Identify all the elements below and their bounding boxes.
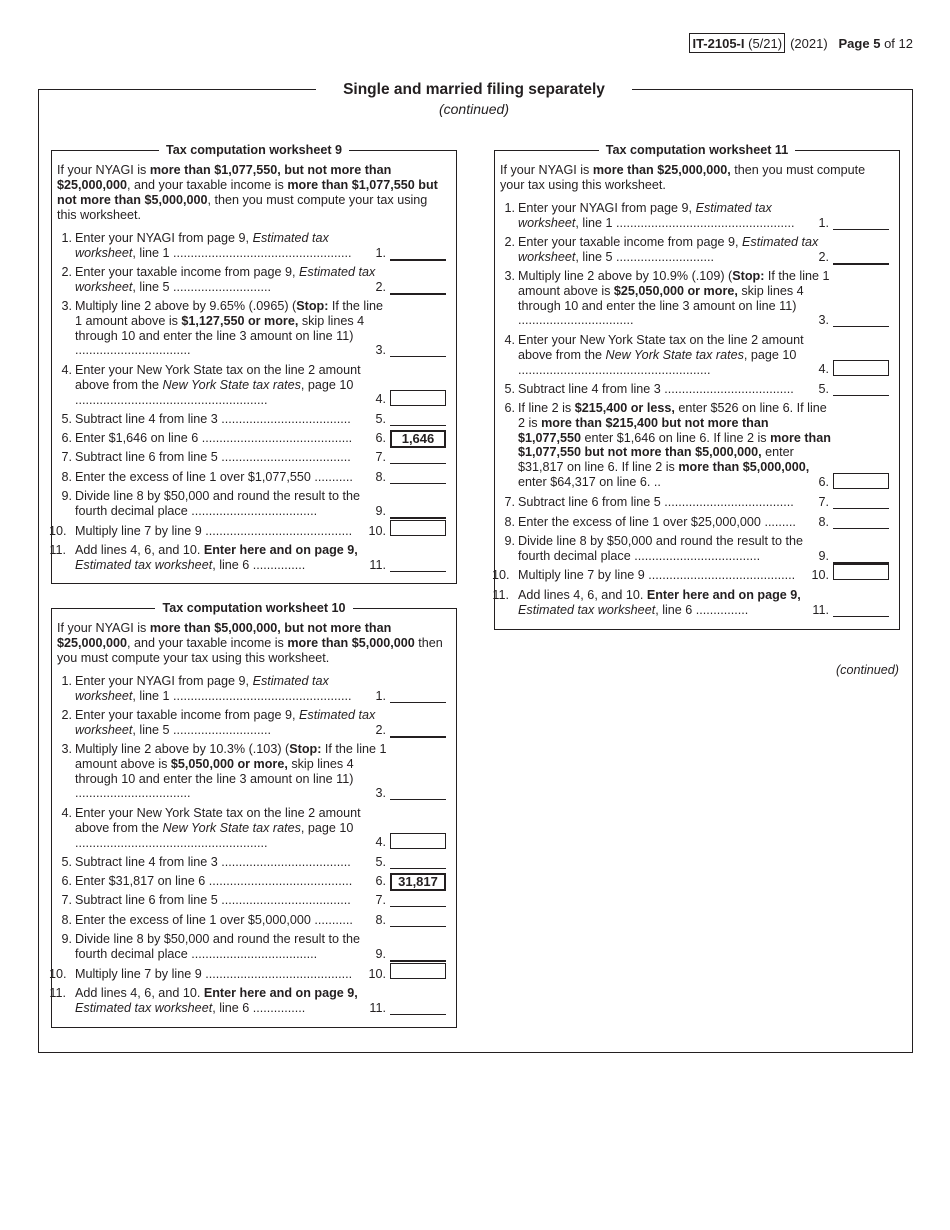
line-number: 9. xyxy=(61,489,72,503)
line-number: 5. xyxy=(61,855,72,869)
line-4-entry[interactable] xyxy=(833,360,889,376)
italic-text: Estimated tax worksheet xyxy=(518,201,772,230)
line-number: 6. xyxy=(61,431,72,445)
text-run: Enter the excess of line 1 over $25,000,000 ......... xyxy=(518,515,796,529)
line-text xyxy=(75,855,389,870)
line-text xyxy=(75,543,389,573)
line-6-value: 31,817 xyxy=(390,873,446,891)
text-run: Multiply line 7 by line 9 .......................................... xyxy=(75,524,353,538)
line-label: 4. xyxy=(375,835,386,849)
line-number: 7. xyxy=(61,450,72,464)
line-text xyxy=(75,412,389,427)
line-1-entry[interactable] xyxy=(390,259,446,261)
text-run: Add lines 4, 6, and 10. xyxy=(518,588,647,602)
line-label: 8. xyxy=(375,913,386,927)
text-run: , and your taxable income is xyxy=(127,178,288,192)
line-label: 4. xyxy=(818,362,829,376)
line-3-entry[interactable] xyxy=(390,356,446,357)
line-label: 3. xyxy=(818,313,829,327)
bold-text: more than $1,077,550, but not more than $25,000,000 xyxy=(57,163,392,192)
text-run: Enter the excess of line 1 over $5,000,000 ........... xyxy=(75,913,353,927)
line-7-entry[interactable] xyxy=(390,906,446,907)
line-label: 2. xyxy=(375,280,386,294)
line-text xyxy=(75,231,389,261)
line-4-entry[interactable] xyxy=(390,833,446,849)
line-text xyxy=(75,806,389,850)
line-text xyxy=(75,431,389,446)
italic-text: Estimated tax worksheet xyxy=(75,708,376,737)
line-3-entry[interactable] xyxy=(833,326,889,327)
text-run: If line 2 is xyxy=(518,401,575,415)
text-run: enter $31,817 on line 6. If line 2 is xyxy=(518,445,794,475)
line-number: 4. xyxy=(61,806,72,820)
text-run: Add lines 4, 6, and 10. xyxy=(75,986,204,1000)
bold-text: more than $5,000,000, but not more than $25,000,000 xyxy=(57,621,392,650)
text-run: Add lines 4, 6, and 10. xyxy=(75,543,204,557)
line-number: 9. xyxy=(504,534,515,548)
text-run: , line 1 ................................................... xyxy=(132,688,352,703)
line-number: 10. xyxy=(49,967,67,981)
form-id: IT-2105-I xyxy=(692,36,745,51)
line-2-entry[interactable] xyxy=(390,736,446,738)
line-text xyxy=(75,893,389,908)
section-heading xyxy=(316,80,632,118)
line-5-entry[interactable] xyxy=(390,868,446,869)
bold-text: more than $25,000,000, xyxy=(592,163,731,177)
line-number: 10. xyxy=(49,524,67,538)
line-text xyxy=(518,235,832,265)
line-text xyxy=(518,515,832,530)
line-label: 8. xyxy=(818,515,829,529)
text-run: then you must compute your tax using this worksheet. xyxy=(57,636,443,665)
bold-text: Stop: xyxy=(732,269,765,283)
text-run: Enter your NYAGI from page 9, xyxy=(518,201,696,215)
line-label: 3. xyxy=(375,343,386,357)
line-number: 8. xyxy=(504,515,515,529)
section-title: Single and married filing separately xyxy=(343,81,605,98)
text-run: skip lines 4 through 10 and enter the line 3 amount on line 11) ................................. xyxy=(75,313,365,358)
line-text xyxy=(75,265,389,295)
line-number: 11. xyxy=(49,986,66,1000)
line-number: 11. xyxy=(492,588,509,602)
text-run: If your NYAGI is xyxy=(57,163,150,177)
line-label: 4. xyxy=(375,392,386,406)
text-run: , page 10 ....................................................... xyxy=(75,377,354,407)
text-run: skip lines 4 through 10 and enter the line 3 amount on line 11) ................................. xyxy=(518,283,804,328)
text-run: enter $526 on line 6. If line 2 is xyxy=(518,401,827,430)
text-run: , line 6 ............... xyxy=(212,1000,306,1015)
line-number: 1. xyxy=(61,231,72,245)
line-10-entry[interactable] xyxy=(390,520,446,536)
worksheet-10 xyxy=(49,601,457,1028)
worksheet-10-title: Tax computation worksheet 10 xyxy=(155,601,352,615)
text-run: Multiply line 7 by line 9 .......................................... xyxy=(75,967,353,981)
line-label: 5. xyxy=(375,412,386,426)
bold-text: more than $215,400 but not more than $1,077,550 xyxy=(518,415,769,445)
bold-text: more than $1,077,550 but not more than $5,000,000 xyxy=(57,178,438,207)
line-6-value: 1,646 xyxy=(390,430,446,448)
line-label: 1. xyxy=(375,689,386,703)
line-number: 9. xyxy=(61,932,72,946)
line-text xyxy=(75,986,389,1016)
line-text xyxy=(75,742,389,801)
text-run: Multiply line 2 above by 10.3% (.103) ( xyxy=(75,742,290,756)
line-8-entry[interactable] xyxy=(833,528,889,529)
line-10-entry[interactable] xyxy=(833,564,889,580)
text-run: , line 5 ............................ xyxy=(132,722,271,737)
line-number: 6. xyxy=(504,401,515,415)
line-2-entry[interactable] xyxy=(833,263,889,265)
text-run: , page 10 ....................................................... xyxy=(518,347,797,377)
line-number: 1. xyxy=(61,674,72,688)
line-7-entry[interactable] xyxy=(390,463,446,464)
line-5-entry[interactable] xyxy=(833,395,889,396)
line-7-entry[interactable] xyxy=(833,508,889,509)
line-1-entry[interactable] xyxy=(390,702,446,703)
text-run: , line 1 ................................................... xyxy=(132,245,352,260)
text-run: skip lines 4 through 10 and enter the line 3 amount on line 11) ................................. xyxy=(75,756,354,801)
text-run: , and your taxable income is xyxy=(127,636,288,650)
line-text xyxy=(75,874,389,889)
line-text xyxy=(518,568,832,583)
bold-text: Enter here and on page 9, xyxy=(203,986,358,1000)
text-run: Subtract line 4 from line 3 ..................................... xyxy=(75,412,351,426)
line-11-entry[interactable] xyxy=(390,1014,446,1015)
line-label: 10. xyxy=(368,524,386,538)
line-number: 3. xyxy=(61,742,72,756)
text-run: Subtract line 6 from line 5 ..................................... xyxy=(75,450,351,464)
continued-note: (continued) xyxy=(835,663,899,677)
line-8-entry[interactable] xyxy=(390,926,446,927)
line-9-entry[interactable] xyxy=(390,517,446,519)
text-run: If the line 1 amount above is xyxy=(75,742,387,771)
line-text xyxy=(518,588,832,618)
line-number: 7. xyxy=(504,495,515,509)
line-label: 9. xyxy=(375,947,386,961)
line-text xyxy=(518,534,832,564)
line-text xyxy=(75,913,389,928)
line-text xyxy=(75,708,389,738)
line-number: 8. xyxy=(61,913,72,927)
worksheet-9-title: Tax computation worksheet 9 xyxy=(159,143,349,157)
line-2-entry[interactable] xyxy=(390,293,446,295)
line-text xyxy=(75,470,389,485)
worksheet-10-intro xyxy=(57,621,448,666)
italic-text: Estimated tax worksheet xyxy=(518,235,819,264)
line-label: 10. xyxy=(811,568,829,582)
italic-text: Estimated tax worksheet xyxy=(75,557,213,572)
text-run: Enter the excess of line 1 over $1,077,550 ........... xyxy=(75,470,353,484)
bold-text: more than $5,000,000 xyxy=(287,636,415,650)
worksheet-11 xyxy=(492,143,900,630)
worksheet-9 xyxy=(49,143,457,584)
line-text xyxy=(518,333,832,377)
line-number: 8. xyxy=(61,470,72,484)
line-label: 7. xyxy=(818,495,829,509)
line-text xyxy=(518,401,832,490)
line-label: 2. xyxy=(375,723,386,737)
bold-text: $1,127,550 or more, xyxy=(181,313,299,328)
text-run: , line 6 ............... xyxy=(212,557,306,572)
text-run: Enter your New York State tax on the line 2 amount above from the xyxy=(518,333,804,362)
page-header xyxy=(689,33,913,53)
line-number: 1. xyxy=(504,201,515,215)
text-run: , line 6 ............... xyxy=(655,602,749,617)
bold-text: $5,050,000 or more, xyxy=(170,756,288,771)
line-number: 3. xyxy=(504,269,515,283)
line-label: 5. xyxy=(818,382,829,396)
line-6-entry[interactable] xyxy=(833,473,889,489)
line-label: 1. xyxy=(375,246,386,260)
italic-text: Estimated tax worksheet xyxy=(75,674,329,703)
bold-text: more than $5,000,000, xyxy=(678,460,810,475)
text-run: Subtract line 6 from line 5 ..................................... xyxy=(518,495,794,509)
line-number: 5. xyxy=(61,412,72,426)
bold-text: $215,400 or less, xyxy=(574,401,675,415)
text-run: Divide line 8 by $50,000 and round the result to the fourth decimal place .................................... xyxy=(518,534,803,563)
text-run: Enter your taxable income from page 9, xyxy=(75,708,300,722)
line-text xyxy=(75,363,389,407)
line-label: 5. xyxy=(375,855,386,869)
line-label: 11. xyxy=(369,558,386,572)
line-label: 3. xyxy=(375,786,386,800)
line-number: 4. xyxy=(504,333,515,347)
line-5-entry[interactable] xyxy=(390,425,446,426)
text-run: Multiply line 2 above by 10.9% (.109) ( xyxy=(518,269,733,283)
tax-year: (2021) xyxy=(790,35,828,51)
line-text xyxy=(518,201,832,231)
italic-text: New York State tax rates xyxy=(605,347,744,362)
text-run: Subtract line 6 from line 5 ..................................... xyxy=(75,893,351,907)
text-run: Enter your New York State tax on the line 2 amount above from the xyxy=(75,806,361,835)
line-number: 11. xyxy=(49,543,66,557)
text-run: Enter your taxable income from page 9, xyxy=(75,265,300,279)
line-label: 11. xyxy=(369,1001,386,1015)
text-run: Enter your NYAGI from page 9, xyxy=(75,674,253,688)
line-label: 8. xyxy=(375,470,386,484)
line-11-entry[interactable] xyxy=(390,571,446,572)
italic-text: Estimated tax worksheet xyxy=(75,1000,213,1015)
page-word: Page xyxy=(838,35,870,51)
line-number: 5. xyxy=(504,382,515,396)
page-number: 5 xyxy=(873,35,881,51)
text-run: Enter $31,817 on line 6 ......................................... xyxy=(75,874,353,888)
page-total: of 12 xyxy=(884,35,913,51)
worksheet-11-title: Tax computation worksheet 11 xyxy=(599,143,795,157)
text-run: , line 1 ................................................... xyxy=(575,215,795,230)
bold-text: Stop: xyxy=(296,299,329,313)
line-label: 7. xyxy=(375,893,386,907)
text-run: Enter your NYAGI from page 9, xyxy=(75,231,253,245)
line-number: 7. xyxy=(61,893,72,907)
line-11-entry[interactable] xyxy=(833,616,889,617)
line-label: 6. xyxy=(375,874,386,888)
text-run: enter $1,646 on line 6. If line 2 is xyxy=(581,430,771,445)
line-text xyxy=(518,269,832,328)
italic-text: New York State tax rates xyxy=(162,377,301,392)
line-text xyxy=(518,495,832,510)
text-run: Divide line 8 by $50,000 and round the result to the fourth decimal place .................................... xyxy=(75,489,360,518)
bold-text: Enter here and on page 9, xyxy=(203,543,358,557)
line-text xyxy=(75,299,389,358)
text-run: then you must compute your tax using this worksheet. xyxy=(500,163,866,192)
text-run: , then you must compute your tax using this worksheet. xyxy=(57,193,428,222)
line-label: 7. xyxy=(375,450,386,464)
line-number: 6. xyxy=(61,874,72,888)
italic-text: Estimated tax worksheet xyxy=(75,231,329,260)
line-text xyxy=(75,489,389,519)
line-label: 9. xyxy=(818,549,829,563)
line-text xyxy=(75,932,389,962)
line-label: 6. xyxy=(375,431,386,445)
text-run: enter $64,317 on line 6. .. xyxy=(518,474,661,489)
line-number: 2. xyxy=(61,708,72,722)
text-run: Multiply line 7 by line 9 .......................................... xyxy=(518,568,796,582)
text-run: , page 10 ....................................................... xyxy=(75,820,354,850)
text-run: Enter $1,646 on line 6 ........................................... xyxy=(75,431,353,445)
line-label: 11. xyxy=(812,603,829,617)
text-run: If your NYAGI is xyxy=(57,621,150,635)
line-1-entry[interactable] xyxy=(833,229,889,230)
line-label: 10. xyxy=(368,967,386,981)
text-run: If the line 1 amount above is xyxy=(75,299,384,328)
line-number: 3. xyxy=(61,299,72,313)
line-10-entry[interactable] xyxy=(390,963,446,979)
line-text xyxy=(75,674,389,704)
line-label: 9. xyxy=(375,504,386,518)
line-number: 4. xyxy=(61,363,72,377)
italic-text: Estimated tax worksheet xyxy=(518,602,656,617)
line-text xyxy=(75,967,389,982)
worksheet-11-intro xyxy=(500,163,891,193)
form-id-box xyxy=(689,33,785,53)
line-number: 10. xyxy=(492,568,510,582)
italic-text: New York State tax rates xyxy=(162,820,301,835)
text-run: Enter your New York State tax on the line 2 amount above from the xyxy=(75,363,361,392)
section-subtitle: (continued) xyxy=(438,101,510,117)
line-8-entry[interactable] xyxy=(390,483,446,484)
line-4-entry[interactable] xyxy=(390,390,446,406)
line-text xyxy=(75,524,389,539)
line-text xyxy=(75,450,389,465)
italic-text: Estimated tax worksheet xyxy=(75,265,376,294)
bold-text: more than $1,077,550 but not more than $5,000,000, xyxy=(518,430,831,460)
line-label: 1. xyxy=(818,216,829,230)
text-run: , line 5 ............................ xyxy=(132,279,271,294)
bold-text: Enter here and on page 9, xyxy=(646,588,801,602)
text-run: Enter your taxable income from page 9, xyxy=(518,235,743,249)
line-number: 2. xyxy=(61,265,72,279)
line-9-entry[interactable] xyxy=(390,960,446,962)
line-number: 2. xyxy=(504,235,515,249)
text-run: Multiply line 2 above by 9.65% (.0965) ( xyxy=(75,299,297,313)
text-run: , line 5 ............................ xyxy=(575,249,714,264)
text-run: Divide line 8 by $50,000 and round the result to the fourth decimal place .................................... xyxy=(75,932,360,961)
text-run: If your NYAGI is xyxy=(500,163,593,177)
text-run: If the line 1 amount above is xyxy=(518,269,830,298)
line-text xyxy=(518,382,832,397)
bold-text: $25,050,000 or more, xyxy=(613,283,738,298)
form-revision: (5/21) xyxy=(748,36,783,51)
text-run: Subtract line 4 from line 3 ..................................... xyxy=(518,382,794,396)
line-label: 6. xyxy=(818,475,829,489)
text-run: Subtract line 4 from line 3 ..................................... xyxy=(75,855,351,869)
line-label: 2. xyxy=(818,250,829,264)
worksheet-9-intro xyxy=(57,163,448,223)
bold-text: Stop: xyxy=(289,742,322,756)
line-3-entry[interactable] xyxy=(390,799,446,800)
